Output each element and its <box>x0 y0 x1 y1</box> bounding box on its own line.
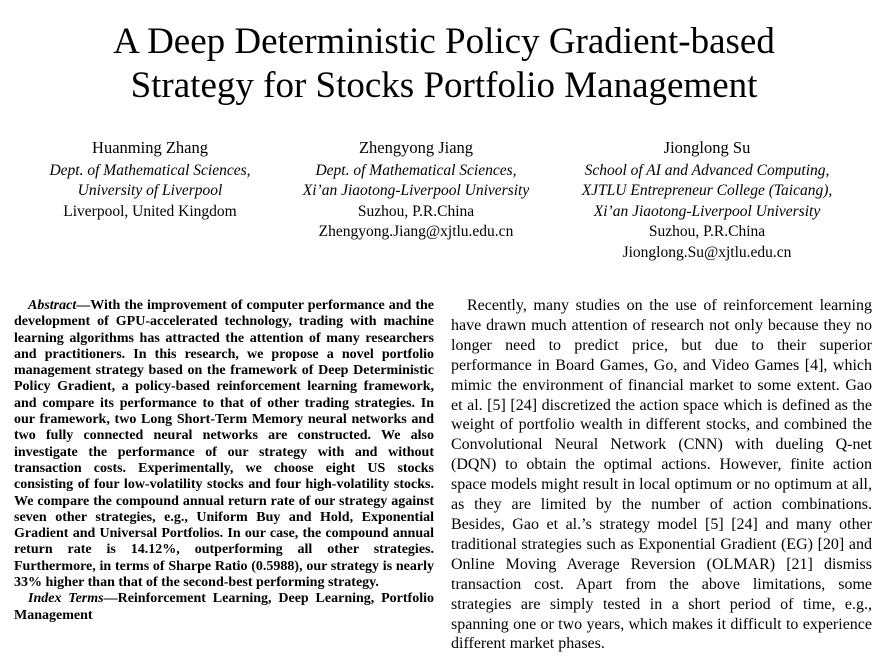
author-location: Suzhou, P.R.China <box>648 223 766 240</box>
affiliation-line: XJTLU Entrepreneur College (Taicang), <box>581 182 833 199</box>
author-email[interactable]: Zhengyong.Jiang@xjtlu.edu.cn <box>318 223 514 240</box>
abstract-section <box>14 298 434 624</box>
author-affiliation <box>284 161 548 202</box>
title-line-1: A Deep Deterministic Policy Gradient-based <box>113 21 775 62</box>
body-column-right <box>451 296 872 654</box>
affiliation-line: Xi’an Jiaotong-Liverpool University <box>593 202 821 220</box>
abstract-label: Abstract <box>28 298 77 313</box>
abstract-text: —With the improvement of computer performance and the development of GPU-accelerated technology, trading with machine learning algorithms has attracted the attention of many researchers and practitioners. In this research, we propose a novel portfolio management strategy based on the framework of Deep Deterministic Policy Gradient, a policy-based reinforcement learning framework, and compare its performance to that of other trading strategies. In our framework, two Long Short-Term Memory neural networks and two fully connected neural networks are constructed. We also investigate the performance of our strategy with and without transaction costs. Experimentally, we choose eight US stocks consisting of four low-volatility stocks and four high-volatility stocks. We compare the compound annual return rate of our strategy against seven other strategies, e.g., Uniform Buy and Hold, Exponential Gradient and Universal Portfolios. In our case, the compound annual return rate is 14.12%, outperforming all other strategies. Furthermore, in terms of Sharpe Ratio (0.5988), our strategy is nearly 33% higher than that of the second-best performing strategy. <box>14 298 434 591</box>
author-block-1 <box>8 138 292 222</box>
author-affiliation <box>8 161 292 202</box>
index-terms-label: Index Terms <box>28 591 104 607</box>
author-email[interactable]: Jionglong.Su@xjtlu.edu.cn <box>622 243 792 261</box>
affiliation-line: Dept. of Mathematical Sciences, <box>315 161 517 179</box>
index-terms-text: —Reinforcement Learning, Deep Learning, Portfolio Management <box>14 591 435 623</box>
abstract-paragraph <box>14 298 434 591</box>
author-name: Zhengyong Jiang <box>358 138 474 157</box>
author-location: Suzhou, P.R.China <box>357 202 475 220</box>
affiliation-line: Dept. of Mathematical Sciences, <box>49 161 251 179</box>
index-terms-paragraph <box>14 591 434 624</box>
paper-title <box>0 20 888 108</box>
title-line-2: Strategy for Stocks Portfolio Management <box>130 65 758 106</box>
author-affiliation <box>552 161 862 223</box>
body-paragraph: Recently, many studies on the use of reinforcement learning have drawn much attention of research not only because they no longer need to predict price, but due to their superior performance in Board Games, Go, and Video Games [4], which mimic the environment of financial market to some extent. Gao et al. [5] [24] discretized the action space which is defined as the weight of portfolio wealth in different stocks, and combined the Convolutional Neural Network (CNN) with dueling Q-net (DQN) to obtain the optimal actions. However, finite action space models might result in local optimum or no optimum at all, as they are limited by the number of action combinations. Besides, Gao et al.’s strategy model [5] [24] and many other traditional strategies such as Exponential Gradient (EG) [20] and Online Moving Average Reversion (OLMAR) [21] dismiss transaction cost. Apart from the above limitations, some strategies are simply tested in a short period of time, e.g., spanning one or two years, which makes it difficult to experience different market phases. <box>451 297 872 653</box>
author-block-2 <box>284 138 548 243</box>
affiliation-line: University of Liverpool <box>77 182 223 199</box>
affiliation-line: School of AI and Advanced Computing, <box>584 161 830 179</box>
author-block-3 <box>552 138 862 263</box>
author-name: Huanming Zhang <box>92 138 208 157</box>
affiliation-line: Xi’an Jiaotong-Liverpool University <box>302 182 530 199</box>
author-location: Liverpool, United Kingdom <box>63 202 237 220</box>
author-name: Jionglong Su <box>663 138 751 157</box>
